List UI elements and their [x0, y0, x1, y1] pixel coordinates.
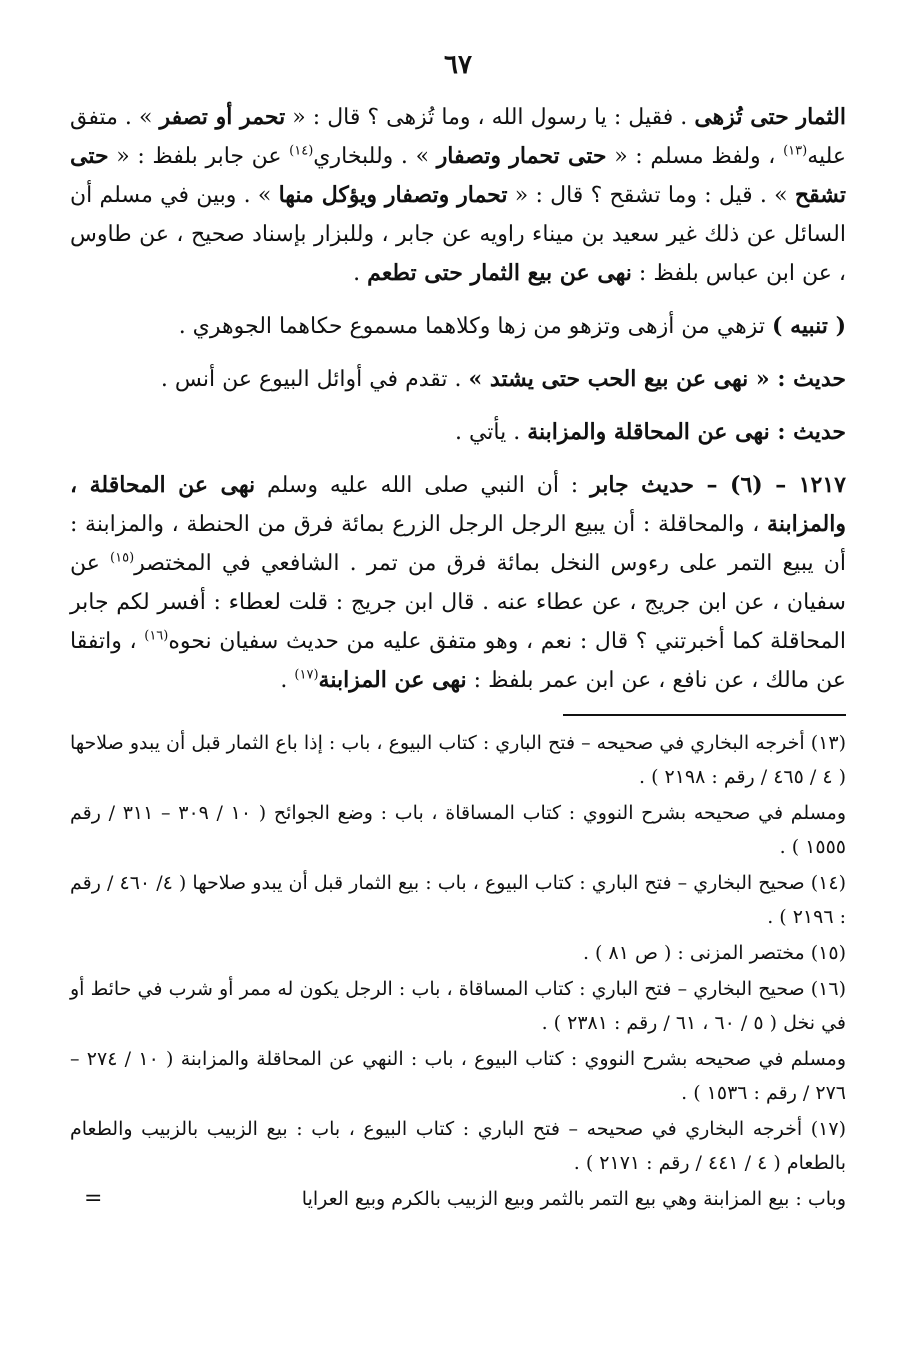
- footnotes: [70, 726, 846, 1216]
- footnote-ref-17[interactable]: (١٧): [294, 667, 319, 683]
- bold-phrase: حتى تشقح: [70, 143, 846, 208]
- footnote-13: (١٣) أخرجه البخاري في صحيحه – فتح الباري : كتاب البيوع ، باب : إذا باع الثمار قبل أن يبدو صلاحها ( ٤ / ٤٦٥ / رقم : ٢١٩٨ ) .: [70, 732, 846, 788]
- footnote-16-continued: ومسلم في صحيحه بشرح النووي : كتاب البيوع ، باب : النهي عن المحاقلة والمزابنة ( ١٠ / ٢٧٤ – ٢٧٦ / رقم : ١٥٣٦ ) .: [70, 1048, 846, 1104]
- footnote-13-continued: ومسلم في صحيحه بشرح النووي : كتاب المساقاة ، باب : وضع الجوائح ( ١٠ / ٣٠٩ – ٣١١ / رقم ١٥٥٥ ) .: [70, 802, 846, 858]
- bold-phrase: نهى عن بيع الثمار حتى تطعم: [367, 260, 632, 286]
- bold-phrase: حتى تحمار وتصفار: [436, 143, 607, 169]
- footnote-17-continued: وباب : بيع المزابنة وهي بيع التمر بالثمر وبيع الزبيب بالكرم وبيع العرايا =: [70, 1182, 846, 1216]
- footnote-14: (١٤) صحيح البخاري – فتح الباري : كتاب البيوع ، باب : بيع الثمار قبل أن يبدو صلاحها ( ٤/ ٤٦٠ / رقم : ٢١٩٦ ) .: [70, 872, 846, 928]
- footnote-16: (١٦) صحيح البخاري – فتح الباري : كتاب المساقاة ، باب : الرجل يكون له ممر أو شرب في حائط أو في نخل ( ٥ / ٦٠ ، ٦١ / رقم : ٢٣٨١ ) .: [70, 978, 846, 1034]
- bold-phrase: الثمار حتى تُزهى: [694, 104, 846, 130]
- bold-phrase: تحمر أو تصفر: [159, 104, 286, 130]
- bold-phrase: نهى عن المزابنة: [318, 667, 467, 693]
- bold-phrase: حديث : « نهى عن بيع الحب حتى يشتد »: [468, 366, 846, 392]
- paragraph-hadith-1217: ١٢١٧ – (٦) – حديث جابر : أن النبي صلى الله عليه وسلم نهى عن المحاقلة ، والمزابنة ، والمحاقلة : أن يبيع الرجل الرجل الزرع بمائة فرق من الحنطة ، والمزابنة : أن يبيع التمر على رءوس النخل بمائة فرق من تمر . الشافعي في المختصر$^{(١٥)}$ عن سفيان ، عن ابن جريج ، عن عطاء عنه . قال ابن جريج : قلت لعطاء : أفسر لكم جابر المحاقلة كما أخبرتني ؟ قال : نعم ، وهو متفق عليه من حديث سفيان نحوه$^{(١٦)}$ ، واتفقا عن مالك ، عن نافع ، عن ابن عمر بلفظ : نهى عن المزابنة$^{(١٧)}$ .: [70, 472, 846, 693]
- paragraph-note: ( تنبيه ) تزهي من أزهى وتزهو من زها وكلاهما مسموع حكاهما الجوهري .: [178, 313, 846, 339]
- document-page: [70, 50, 846, 1218]
- paragraph-hadith-muhaqala: حديث : نهى عن المحاقلة والمزابنة . يأتي .: [454, 419, 846, 445]
- hadith-number: ١٢١٧ – (٦) – حديث جابر: [590, 472, 846, 498]
- footnote-divider: [563, 714, 846, 716]
- paragraph-hadith-grain: حديث : « نهى عن بيع الحب حتى يشتد » . تقدم في أوائل البيوع عن أنس .: [160, 366, 846, 392]
- bold-phrase: تحمار وتصفار ويؤكل منها: [278, 182, 508, 208]
- footnote-ref-16[interactable]: (١٦): [144, 628, 169, 644]
- continuation-mark: =: [84, 1186, 103, 1211]
- footnote-15: (١٥) مختصر المزنى : ( ص ٨١ ) .: [582, 942, 846, 964]
- footnote-17: (١٧) أخرجه البخاري في صحيحه – فتح الباري : كتاب البيوع ، باب : بيع الزبيب بالزبيب والطعام بالطعام ( ٤ / ٤٤١ / رقم : ٢١٧١ ) .: [70, 1118, 846, 1174]
- footnote-ref-15[interactable]: (١٥): [110, 550, 135, 566]
- bold-phrase: نهى عن المحاقلة ، والمزابنة: [70, 472, 846, 537]
- bold-phrase: حديث : نهى عن المحاقلة والمزابنة: [527, 419, 846, 445]
- paragraph-fruit-ripening: الثمار حتى تُزهى . فقيل : يا رسول الله ، وما تُزهى ؟ قال : « تحمر أو تصفر » . متفق عليه$^{(١٣)}$ ، ولفظ مسلم : « حتى تحمار وتصفار » . وللبخاري$^{(١٤)}$ عن جابر بلفظ : « حتى تشقح » . قيل : وما تشقح ؟ قال : « تحمار وتصفار ويؤكل منها » . وبين في مسلم أن السائل عن ذلك غير سعيد بن ميناء راويه عن جابر ، وللبزار بإسناد صحيح ، عن طاوس ، عن ابن عباس بلفظ : نهى عن بيع الثمار حتى تطعم .: [70, 104, 847, 286]
- footnote-ref-13[interactable]: (١٣): [783, 143, 808, 159]
- note-label: ( تنبيه ): [772, 313, 846, 339]
- footnote-ref-14[interactable]: (١٤): [289, 143, 314, 159]
- page-number: ٦٧: [444, 50, 472, 80]
